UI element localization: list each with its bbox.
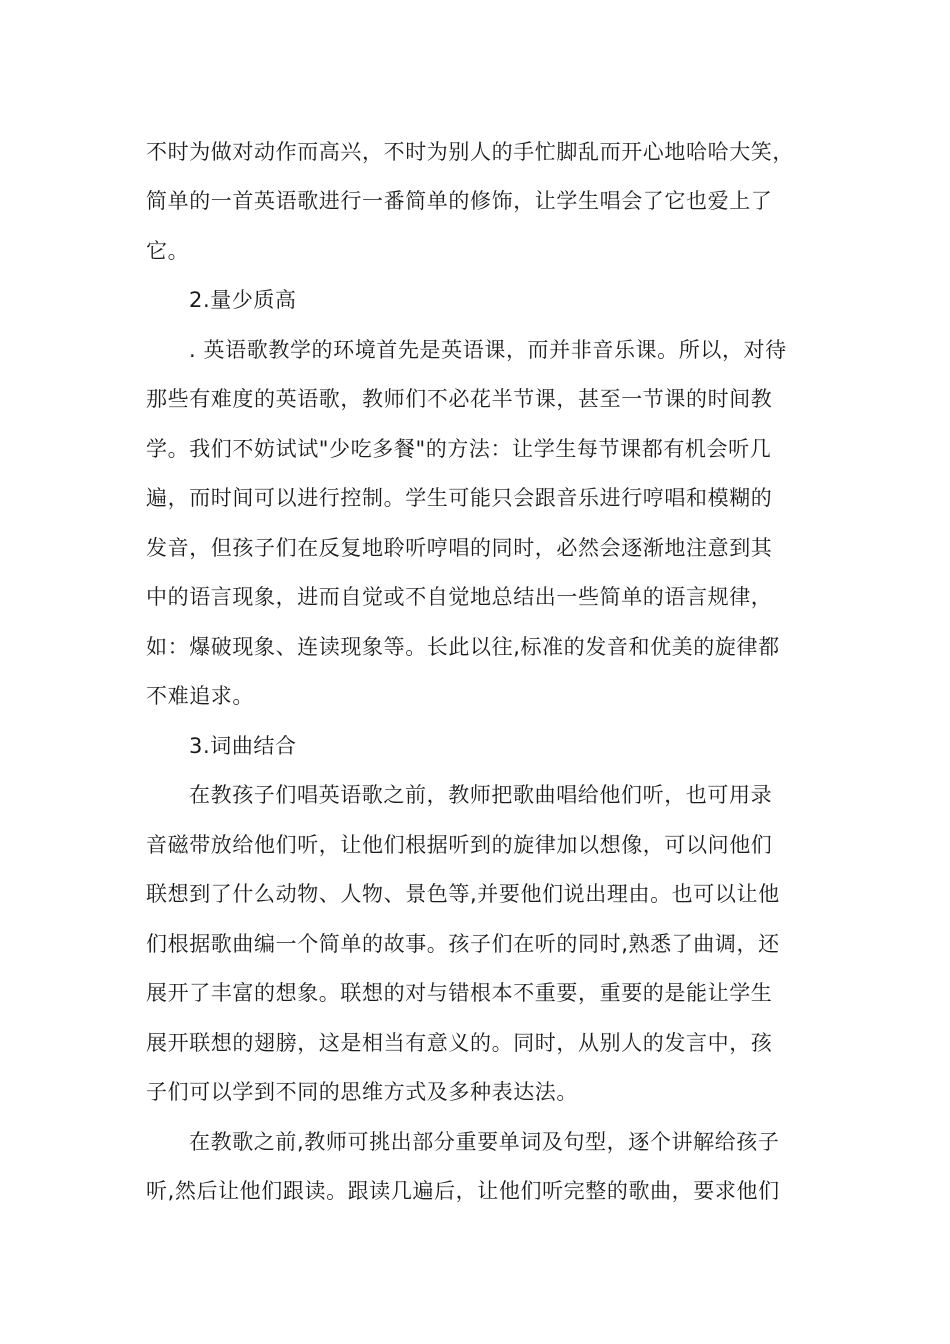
text-line: 音磁带放给他们听，让他们根据听到的旋律加以想像，可以问他们 bbox=[146, 833, 773, 857]
text-line: 在教孩子们唱英语歌之前，教师把歌曲唱给他们听，也可用录 bbox=[189, 783, 773, 807]
text-line: 简单的一首英语歌进行一番简单的修饰，让学生唱会了它也爱上了 bbox=[146, 189, 773, 213]
text-line: 学。我们不妨试试"少吃多餐"的方法：让学生每节课都有机会听几 bbox=[146, 437, 772, 461]
text-line: 不难追求。 bbox=[146, 684, 254, 708]
text-line: 那些有难度的英语歌，教师们不必花半节课，甚至一节课的时间教 bbox=[146, 387, 773, 411]
section-heading: 3.词曲结合 bbox=[189, 734, 297, 758]
text-line: 听,然后让他们跟读。跟读几遍后，让他们听完整的歌曲，要求他们 bbox=[146, 1179, 780, 1203]
text-line: 展开联想的翅膀，这是相当有意义的。同时，从别人的发言中，孩 bbox=[146, 1031, 773, 1055]
text-line: 它。 bbox=[146, 239, 190, 263]
text-line: 联想到了什么动物、人物、景色等,并要他们说出理由。也可以让他 bbox=[146, 882, 780, 906]
text-line: 中的语言现象，进而自觉或不自觉地总结出一些简单的语言规律， bbox=[146, 585, 773, 609]
text-line: 们根据歌曲编一个简单的故事。孩子们在听的同时,熟悉了曲调，还 bbox=[146, 932, 780, 956]
text-line: . 英语歌教学的环境首先是英语课，而并非音乐课。所以，对待 bbox=[189, 338, 787, 362]
section-heading: 2.量少质高 bbox=[189, 288, 297, 312]
text-line: 展开了丰富的想象。联想的对与错根本不重要，重要的是能让学生 bbox=[146, 981, 773, 1005]
text-line: 如：爆破现象、连读现象等。长此以往,标准的发音和优美的旋律都 bbox=[146, 635, 780, 659]
text-line: 子们可以学到不同的思维方式及多种表达法。 bbox=[146, 1080, 578, 1104]
text-line: 遍，而时间可以进行控制。学生可能只会跟音乐进行哼唱和模糊的 bbox=[146, 486, 773, 510]
text-line: 不时为做对动作而高兴，不时为别人的手忙脚乱而开心地哈哈大笑， bbox=[146, 140, 794, 164]
text-line: 发音，但孩子们在反复地聆听哼唱的同时，必然会逐渐地注意到其 bbox=[146, 536, 773, 560]
text-line: 在教歌之前,教师可挑出部分重要单词及句型，逐个讲解给孩子 bbox=[189, 1130, 780, 1154]
